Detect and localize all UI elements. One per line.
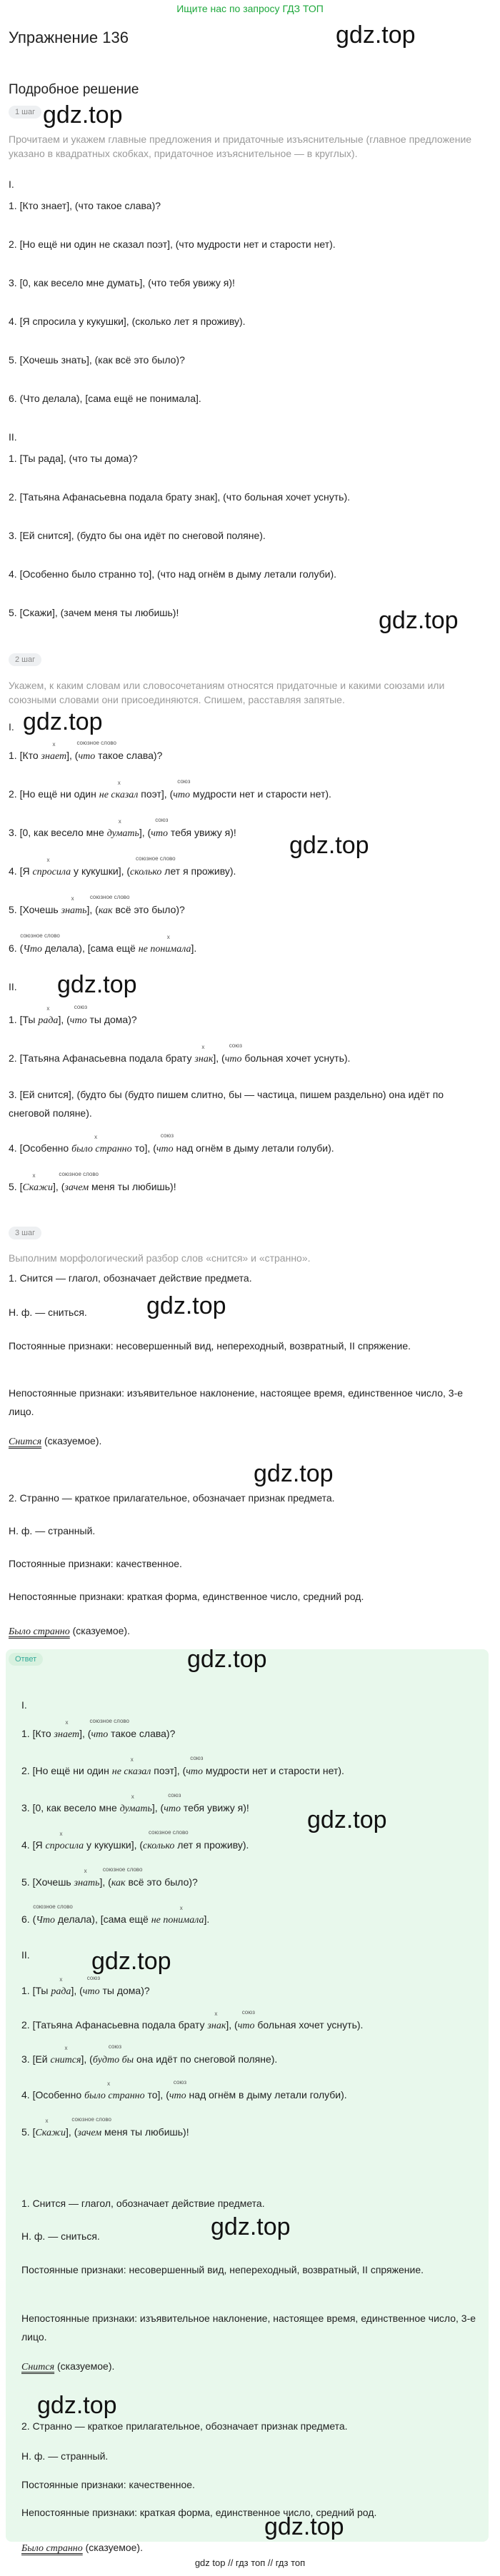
- predicate-mark: х: [65, 1719, 69, 1726]
- analysis-line: Снится (сказуемое).: [21, 2360, 115, 2373]
- list-item: 1. [Ты рада], (что ты дома)?: [9, 453, 138, 464]
- conjunction-label: союз: [190, 1755, 204, 1761]
- list-item: 3. [0, как весело мне думать], (что тебя увижу я)!: [9, 277, 235, 288]
- group-label-2: II.: [9, 981, 17, 992]
- analysis-line: Н. ф. — странный.: [9, 1525, 96, 1536]
- analysis-line: Непостоянные признаки: изъявительное наклонение, настоящее время, единственное число, 3-е лицо.: [9, 1387, 464, 1417]
- conjunctive-word-label: союзное слово: [20, 932, 60, 939]
- conjunction-label: союз: [229, 1042, 242, 1049]
- conjunction-label: союз: [173, 2079, 187, 2086]
- analysis-line: 1. Снится — глагол, обозначает действие предмета.: [9, 1272, 252, 1284]
- list-item: 1. [Ты рада х ], (что союз ты дома)?: [21, 1975, 150, 1997]
- conjunction-label: союз: [168, 1792, 181, 1798]
- list-item: 3. [Ей снится х ], (будто бы союз она идёт по снеговой поляне).: [21, 2043, 278, 2066]
- watermark: gdz.top: [254, 1460, 334, 1487]
- analysis-line: Было странно (сказуемое).: [21, 2542, 143, 2554]
- group-label-1: I.: [9, 178, 14, 190]
- list-item: 2. [Но ещё ни один не сказал х поэт], (что союз мудрости нет и старости нет).: [9, 778, 331, 800]
- analysis-line: Было странно (сказуемое).: [9, 1625, 130, 1637]
- predicate-mark: х: [46, 1005, 50, 1012]
- conjunctive-word-label: союзное слово: [33, 1903, 73, 1910]
- exercise-title: Упражнение 136: [9, 29, 129, 46]
- group-label-1: I.: [21, 1699, 27, 1711]
- list-item: 1. [Кто знает х ], (что союзное слово такое слава)?: [9, 740, 163, 762]
- list-item: 4. [Я спросила х у кукушки], (сколько союзное слово лет я проживу).: [21, 1829, 249, 1851]
- predicate-mark: х: [71, 895, 74, 902]
- predicate-mark: х: [166, 934, 170, 940]
- list-item: 3. [Ей снится], (будто бы она идёт по снеговой поляне).: [9, 530, 266, 541]
- predicate-mark: х: [107, 2081, 111, 2087]
- watermark: gdz.top: [146, 1292, 226, 1319]
- list-item: 1. [Кто знает], (что такое слава)?: [9, 200, 161, 211]
- step2-intro: Укажем, к каким словам или словосочетаниям относятся придаточные и какими союзами или союзными словами они присоединяются. Спишем, расставляя запятые.: [9, 680, 445, 705]
- list-item: 4. [Я спросила у кукушки], (сколько лет я проживу).: [9, 316, 246, 327]
- list-item: 1. [Кто знает х ], (что союзное слово такое слава)?: [21, 1718, 176, 1740]
- list-item: 1. [Ты рада х ], (что союз ты дома)?: [9, 1004, 137, 1026]
- list-item: 6. (Что союзное слово делала), [сама ещё не понимала х ].: [9, 932, 197, 955]
- answer-badge: Ответ: [9, 1653, 43, 1666]
- conjunctive-word-label: союзное слово: [136, 855, 176, 862]
- conjunctive-word-label: союзное слово: [76, 740, 116, 746]
- analysis-line: Н. ф. — сниться.: [21, 2230, 100, 2242]
- conjunction-label: союз: [74, 1004, 87, 1010]
- predicate-mark: х: [64, 2045, 68, 2051]
- analysis-line: Постоянные признаки: несовершенный вид, непереходный, возвратный, II спряжение.: [21, 2264, 424, 2275]
- watermark: gdz.top: [264, 2513, 344, 2540]
- step1-intro: Прочитаем и укажем главные предложения и придаточные изъяснительные (главное предложение указано в квадратных скобках, придаточное изъяснительное — в круглых).: [9, 134, 472, 159]
- step-badge-3: 3 шаг: [9, 1227, 41, 1239]
- predicate-mark: х: [179, 1905, 183, 1911]
- list-item: 5. [Скажи], (зачем меня ты любишь)!: [9, 607, 179, 618]
- predicate-mark: х: [214, 2011, 218, 2017]
- analysis-line: Непостоянные признаки: краткая форма, единственное число, средний род.: [9, 1591, 364, 1602]
- watermark: gdz.top: [91, 1948, 171, 1975]
- conjunctive-word-label: союзное слово: [102, 1866, 143, 1873]
- watermark: gdz.top: [379, 607, 459, 634]
- list-item: 5. [Хочешь знать], (как всё это было)?: [9, 354, 185, 366]
- list-item: 5. [Скажи х ], (зачем союзное слово меня ты любишь)!: [21, 2116, 189, 2138]
- predicate-mark: х: [84, 1868, 87, 1874]
- list-item: 6. (Что делала), [сама ещё не понимала].: [9, 393, 201, 404]
- analysis-line: Непостоянные признаки: краткая форма, единственное число, средний род.: [21, 2507, 377, 2518]
- conjunctive-word-label: союзное слово: [149, 1829, 189, 1836]
- watermark: gdz.top: [187, 1646, 267, 1673]
- list-item: 3. [0, как весело мне думать х ], (что союз тебя увижу я)!: [9, 817, 236, 839]
- list-item: 2. [Татьяна Афанасьевна подала брату знак х ], (что союз больная хочет уснуть).: [9, 1042, 351, 1065]
- predicate-mark: х: [46, 857, 50, 863]
- conjunctive-word-label: союзное слово: [89, 894, 130, 900]
- conjunction-label: союз: [86, 1975, 100, 1981]
- list-item: 2. [Татьяна Афанасьевна подала брату знак], (что больная хочет уснуть).: [9, 491, 351, 503]
- conjunction-label: союз: [108, 2043, 122, 2050]
- predicate-mark: х: [201, 1044, 205, 1050]
- list-item: 2. [Татьяна Афанасьевна подала брату знак х ], (что союз больная хочет уснуть).: [21, 2009, 364, 2031]
- list-item: 5. [Скажи х ], (зачем союзное слово меня ты любишь)!: [9, 1171, 176, 1193]
- footer-links[interactable]: gdz top // гдз топ // гдз топ: [194, 2557, 306, 2568]
- analysis-line: Снится (сказуемое).: [9, 1435, 102, 1447]
- analysis-line: 1. Снится — глагол, обозначает действие предмета.: [21, 2198, 265, 2209]
- group-label-1: I.: [9, 721, 14, 733]
- predicate-mark: х: [52, 741, 56, 748]
- predicate-mark: х: [45, 2118, 49, 2124]
- analysis-line: Постоянные признаки: качественное.: [21, 2479, 195, 2490]
- analysis-line: Постоянные признаки: качественное.: [9, 1558, 182, 1569]
- analysis-line: Непостоянные признаки: изъявительное наклонение, настоящее время, единственное число, 3-е лицо.: [21, 2313, 476, 2343]
- list-item: 4. [Особенно было странно х то], (что союз над огнём в дыму летали голуби).: [21, 2079, 347, 2101]
- step-badge-2: 2 шаг: [9, 653, 41, 666]
- conjunction-label: союз: [177, 778, 191, 785]
- watermark: gdz.top: [211, 2213, 291, 2240]
- conjunctive-word-label: союзное слово: [71, 2116, 111, 2123]
- group-label-2: II.: [21, 1949, 30, 1961]
- list-item: 4. [Особенно было странно то], (что над огнём в дыму летали голуби).: [9, 568, 337, 580]
- analysis-line: 2. Странно — краткое прилагательное, обозначает признак предмета.: [9, 1492, 335, 1504]
- list-item: 5. [Хочешь знать х ], (как союзное слово всё это было)?: [21, 1866, 198, 1888]
- predicate-mark: х: [32, 1172, 36, 1179]
- predicate-mark: х: [117, 780, 121, 786]
- list-item: 2. [Но ещё ни один не сказал х поэт], (что союз мудрости нет и старости нет).: [21, 1755, 344, 1777]
- watermark: gdz.top: [23, 708, 103, 735]
- conjunction-label: союз: [241, 2009, 255, 2016]
- promo-banner[interactable]: Ищите нас по запросу ГДЗ ТОП: [176, 3, 324, 14]
- predicate-mark: х: [59, 1831, 63, 1837]
- watermark: gdz.top: [57, 971, 137, 998]
- watermark: gdz.top: [336, 21, 416, 49]
- step3-intro: Выполним морфологический разбор слов «снится» и «странно».: [9, 1252, 311, 1264]
- predicate-mark: х: [94, 1134, 98, 1140]
- predicate-mark: х: [131, 1793, 134, 1800]
- list-item: 3. [Ей снится], (будто бы (будто пишем слитно, бы — частица, пишем раздельно) она идёт по снеговой поляне).: [9, 1089, 444, 1119]
- group-label-2: II.: [9, 431, 17, 443]
- predicate-mark: х: [130, 1756, 134, 1763]
- conjunctive-word-label: союзное слово: [89, 1718, 129, 1724]
- predicate-mark: х: [59, 1976, 63, 1983]
- list-item: 4. [Я спросила х у кукушки], (сколько союзное слово лет я проживу).: [9, 855, 236, 877]
- conjunction-label: союз: [155, 817, 169, 823]
- step-badge-1: 1 шаг: [9, 106, 41, 119]
- list-item: 6. (Что союзное слово делала), [сама ещё не понимала х ].: [21, 1903, 210, 1926]
- predicate-mark: х: [118, 818, 121, 825]
- watermark: gdz.top: [43, 101, 123, 129]
- watermark: gdz.top: [37, 2392, 117, 2419]
- section-title: Подробное решение: [9, 82, 139, 97]
- conjunctive-word-label: союзное слово: [59, 1171, 99, 1177]
- analysis-line: Н. ф. — сниться.: [9, 1307, 87, 1318]
- list-item: 2. [Но ещё ни один не сказал поэт], (что мудрости нет и старости нет).: [9, 238, 336, 250]
- analysis-line: Н. ф. — странный.: [21, 2450, 109, 2462]
- list-item: 5. [Хочешь знать х ], (как союзное слово всё это было)?: [9, 894, 185, 916]
- conjunction-label: союз: [160, 1132, 174, 1139]
- list-item: 3. [0, как весело мне думать х ], (что союз тебя увижу я)!: [21, 1792, 249, 1814]
- analysis-line: Постоянные признаки: несовершенный вид, непереходный, возвратный, II спряжение.: [9, 1340, 411, 1352]
- watermark: gdz.top: [307, 1806, 387, 1833]
- analysis-line: 2. Странно — краткое прилагательное, обозначает признак предмета.: [21, 2420, 348, 2432]
- watermark: gdz.top: [289, 832, 369, 859]
- list-item: 4. [Особенно было странно х то], (что союз над огнём в дыму летали голуби).: [9, 1132, 334, 1154]
